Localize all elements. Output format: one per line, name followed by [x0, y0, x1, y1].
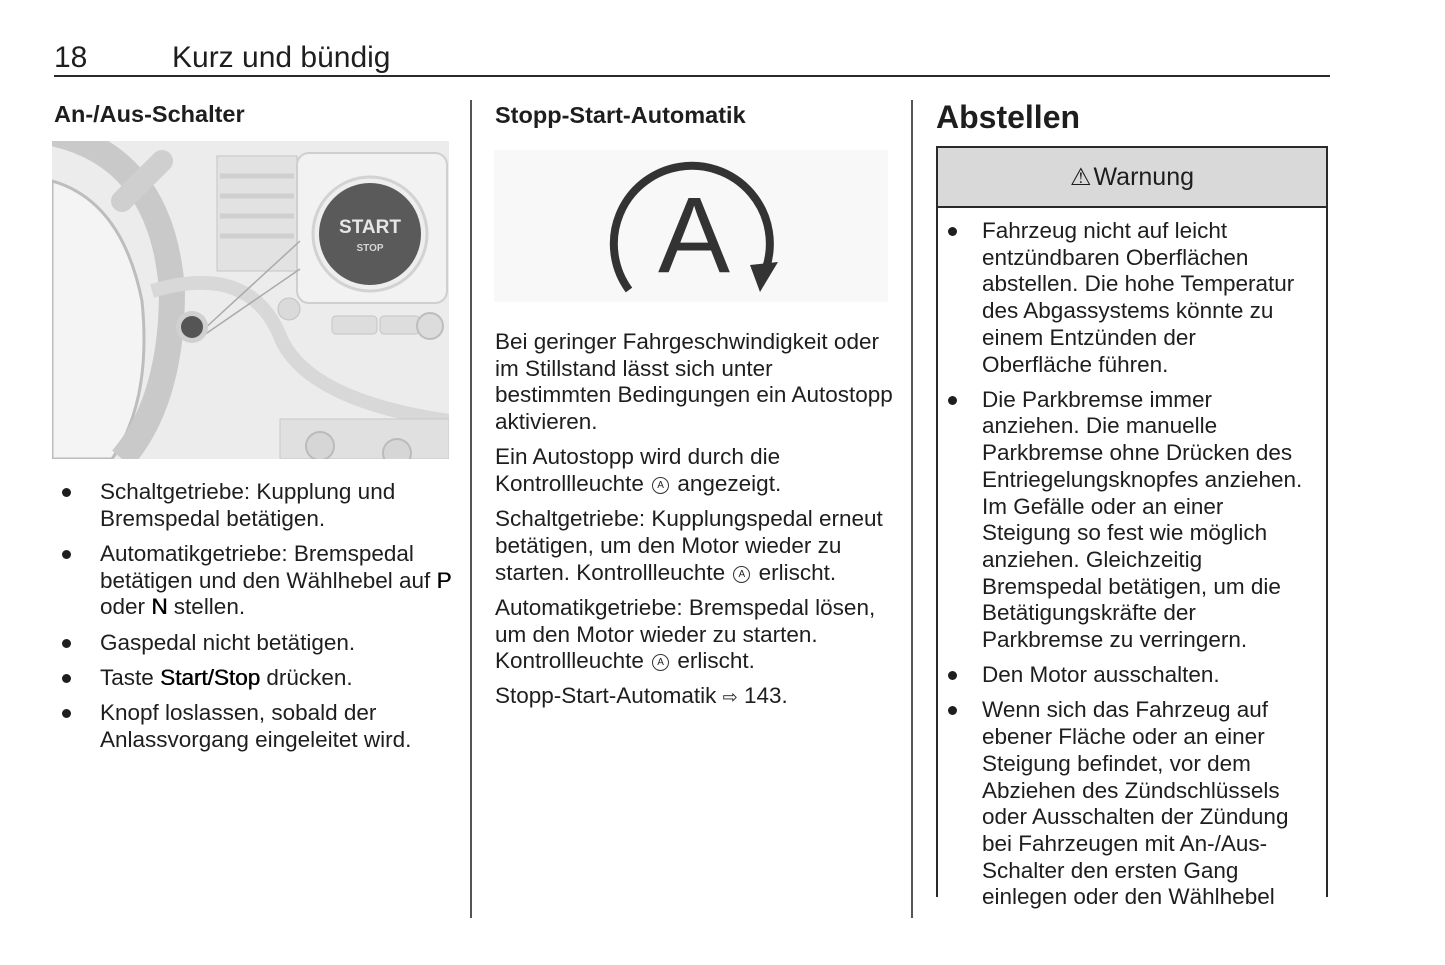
column-divider-2 — [911, 100, 913, 918]
paragraph: Schaltgetriebe: Kupplungspedal erneut betätigen, um den Motor wieder zu starten. Kontrollleuchte A erlischt. — [495, 506, 883, 585]
paragraph: Ein Autostopp wird durch die Kontrollleuchte A angezeigt. — [495, 444, 782, 497]
column-parking — [936, 98, 1336, 136]
gear-position-p: P — [436, 567, 452, 593]
bullet-icon — [62, 709, 71, 718]
auto-stop-indicator-icon: A — [652, 477, 669, 494]
start-stop-illustration — [52, 141, 449, 459]
bullet-icon — [948, 227, 957, 236]
list-item: Taste Start/Stop drücken. — [54, 665, 454, 692]
list-item: Knopf loslassen, sobald der Anlassvorgang eingeleitet wird. — [54, 700, 454, 753]
bullet-icon — [62, 639, 71, 648]
bullet-icon — [948, 671, 957, 680]
warning-triangle-icon: ⚠ — [1069, 163, 1092, 191]
list-item: Die Parkbremse immer anziehen. Die manuelle Parkbremse ohne Drücken des Entriegelungsknopfes anziehen. Im Gefälle oder an einer Steigung so fest wie möglich anziehen. Gleichzeitig Bremspedal betätigen, um die Betätigungskräfte der Parkbremse zu verringern. — [938, 387, 1310, 654]
list-item: Wenn sich das Fahrzeug auf ebener Fläche oder an einer Steigung befindet, vor dem Abziehen des Zündschlüssels oder Ausschalten der Zündung bei Fahrzeugen mit An-/Aus-Schalter den ersten Gang einlegen oder den Wählhebel — [938, 697, 1310, 911]
dashboard-illustration-icon — [52, 141, 449, 459]
list-item: Fahrzeug nicht auf leicht entzündbaren Oberflächen abstellen. Die hohe Temperatur des Abgassystems könnte zu einem Entzünden der Oberfläche führen. — [938, 218, 1310, 378]
column-divider-1 — [470, 100, 472, 918]
warning-list — [938, 218, 1310, 911]
gear-position-n: N — [151, 594, 168, 620]
warning-title: Warnung — [1093, 162, 1195, 191]
paragraph: Bei geringer Fahrgeschwindigkeit oder im Stillstand lässt sich unter bestimmten Bedingungen ein Autostopp aktivieren. — [495, 329, 893, 435]
page-number: 18 — [54, 41, 88, 74]
list-item: Automatikgetriebe: Bremspedal betätigen und den Wählhebel auf P oder N stellen. — [54, 541, 454, 621]
warning-header — [938, 148, 1326, 208]
list-item: Den Motor ausschalten. — [938, 662, 1310, 689]
bullet-icon — [948, 706, 957, 715]
warning-box — [936, 146, 1328, 910]
section-heading-parking: Abstellen — [936, 99, 1081, 135]
column-stop-start-text — [495, 329, 895, 720]
bullet-icon — [62, 674, 71, 683]
column-on-off-switch-steps — [54, 479, 454, 762]
svg-text:STOP: STOP — [356, 243, 384, 254]
auto-stop-indicator-icon: A — [733, 566, 750, 583]
list-item: Gaspedal nicht betätigen. — [54, 630, 454, 657]
section-heading-stop-start: Stopp-Start-Automatik — [495, 102, 746, 128]
paragraph: Automatikgetriebe: Bremspedal lösen, um den Motor wieder zu starten. Kontrollleuchte A erlischt. — [495, 594, 876, 674]
column-on-off-switch — [54, 100, 454, 128]
reference-arrow-icon: ⇨ — [722, 687, 738, 708]
header-divider — [54, 75, 1330, 77]
start-stop-key-label: Start/Stop — [160, 664, 261, 690]
svg-text:A: A — [657, 174, 731, 295]
reference-page: 143. — [743, 683, 788, 709]
stop-start-symbol — [494, 150, 888, 302]
section-heading-on-off-switch: An-/Aus-Schalter — [54, 101, 245, 127]
list-item: Schaltgetriebe: Kupplung und Bremspedal betätigen. — [54, 479, 454, 532]
bullet-icon — [948, 396, 957, 405]
chapter-title: Kurz und bündig — [172, 41, 391, 74]
auto-stop-indicator-icon — [494, 150, 888, 302]
bullet-icon — [62, 550, 71, 559]
bullet-icon — [62, 488, 71, 497]
svg-text:START: START — [339, 217, 401, 238]
cross-reference-link[interactable]: Stopp-Start-Automatik ⇨ 143. — [495, 683, 788, 709]
start-steps-list — [54, 479, 454, 753]
warning-body — [938, 208, 1326, 911]
column-stop-start — [495, 101, 895, 129]
auto-stop-indicator-icon: A — [652, 654, 669, 671]
